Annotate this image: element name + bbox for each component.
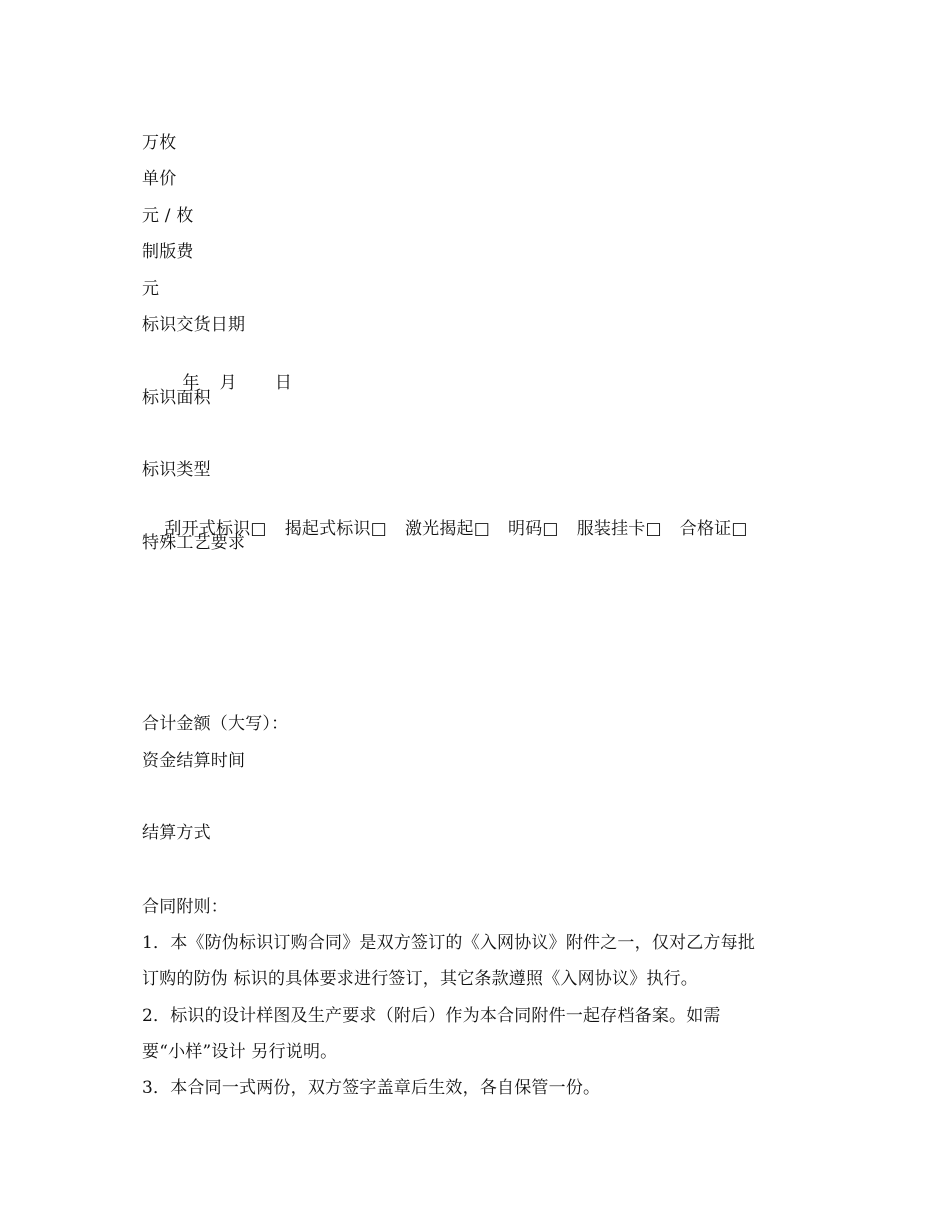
type-option-peel[interactable]: 揭起式标识□ (284, 519, 387, 539)
appendix-title: 合同附则： (142, 897, 228, 917)
appendix-item-3: 3．本合同一式两份，双方签字盖章后生效，各自保管一份。 (142, 1078, 601, 1098)
type-option-scratch[interactable]: 刮开式标识□ (164, 519, 267, 539)
appendix-item-1-line-2: 订购的防伪 标识的具体要求进行签订，其它条款遵照《入网协议》执行。 (142, 969, 699, 989)
plate-fee-unit: 元 (142, 279, 160, 299)
unit-price-label: 单价 (142, 169, 177, 189)
appendix-item-2-line-2: 要“小样”设计 另行说明。 (142, 1042, 338, 1062)
settlement-time-label: 资金结算时间 (142, 751, 246, 771)
date-day: 日 (274, 373, 293, 393)
appendix-item-1-line-1: 1．本《防伪标识订购合同》是双方签订的《入网协议》附件之一，仅对乙方每批 (142, 933, 756, 953)
appendix-item-2-line-1: 2．标识的设计样图及生产要求（附后）作为本合同附件一起存档备案。如需 (142, 1006, 721, 1026)
date-month: 月 (219, 373, 237, 393)
type-label: 标识类型 (142, 460, 211, 480)
area-label: 标识面积 (142, 388, 211, 408)
type-option-certificate[interactable]: 合格证□ (679, 519, 748, 539)
unit-price-unit: 元 / 枚 (142, 206, 194, 226)
special-process-label: 特殊工艺要求 (142, 533, 246, 553)
quantity-unit: 万枚 (142, 133, 177, 153)
delivery-date-label: 标识交货日期 (142, 315, 246, 335)
settlement-method-label: 结算方式 (142, 823, 211, 843)
total-amount-label: 合计金额（大写）： (142, 714, 289, 734)
type-option-garment-tag[interactable]: 服装挂卡□ (576, 519, 662, 539)
type-option-plain-code[interactable]: 明码□ (508, 519, 559, 539)
date-year: 年 (182, 373, 200, 393)
plate-fee-label: 制版费 (142, 242, 194, 262)
type-option-laser-peel[interactable]: 激光揭起□ (404, 519, 491, 539)
